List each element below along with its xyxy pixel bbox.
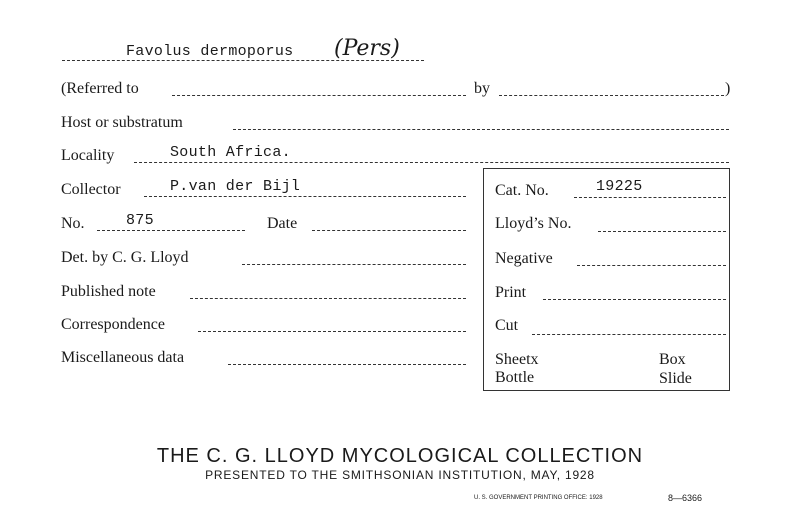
number-line [97, 230, 245, 231]
number-value: 875 [126, 212, 154, 229]
box-bottom-border [483, 390, 729, 391]
referred-to-line [172, 95, 466, 96]
box-right-border [729, 168, 730, 391]
negative-line [577, 265, 726, 266]
host-line [233, 129, 729, 130]
locality-label: Locality [61, 147, 115, 164]
number-label: No. [61, 215, 85, 232]
collector-line [144, 196, 466, 197]
correspondence-label: Correspondence [61, 316, 165, 333]
by-line [499, 95, 724, 96]
locality-value: South Africa. [170, 144, 291, 161]
locality-line [134, 162, 729, 163]
printing-office-note: U. S. GOVERNMENT PRINTING OFFICE: 1928 [474, 495, 603, 501]
bottle-label: Bottle [495, 369, 535, 386]
date-line [312, 230, 466, 231]
by-label: by [474, 80, 490, 97]
box-top-border [483, 168, 729, 169]
specimen-name: Favolus dermoporus [126, 43, 294, 60]
sheet-label: Sheetx [495, 351, 539, 368]
cat-no-label: Cat. No. [495, 182, 549, 199]
lloyds-no-line [598, 231, 726, 232]
form-number: 8—6366 [668, 493, 703, 503]
collection-title: THE C. G. LLOYD MYCOLOGICAL COLLECTION [156, 445, 644, 467]
slide-label: Slide [659, 370, 692, 387]
collector-label: Collector [61, 181, 121, 198]
misc-data-label: Miscellaneous data [61, 349, 185, 366]
collection-subtitle: PRESENTED TO THE SMITHSONIAN INSTITUTION, MAY, 1928 [205, 468, 595, 482]
cut-line [532, 334, 726, 335]
collector-value: P.van der Bijl [170, 178, 301, 195]
print-line [543, 299, 726, 300]
correspondence-line [198, 331, 466, 332]
specimen-author-handwritten: (Pers) [334, 36, 400, 61]
negative-label: Negative [495, 250, 553, 267]
box-label: Box [659, 351, 686, 368]
misc-data-line [228, 364, 466, 365]
det-by-label: Det. by C. G. Lloyd [61, 249, 189, 266]
cut-label: Cut [495, 317, 519, 334]
date-label: Date [267, 215, 298, 232]
det-by-line [242, 264, 466, 265]
referred-to-label: (Referred to [61, 80, 139, 97]
published-note-line [190, 298, 466, 299]
lloyds-no-label: Lloyd’s No. [495, 215, 572, 232]
print-label: Print [495, 284, 527, 301]
close-paren: ) [725, 80, 731, 97]
box-left-border [483, 168, 484, 391]
cat-no-line [574, 197, 726, 198]
published-note-label: Published note [61, 283, 156, 300]
cat-no-value: 19225 [596, 178, 643, 195]
host-label: Host or substratum [61, 114, 183, 131]
